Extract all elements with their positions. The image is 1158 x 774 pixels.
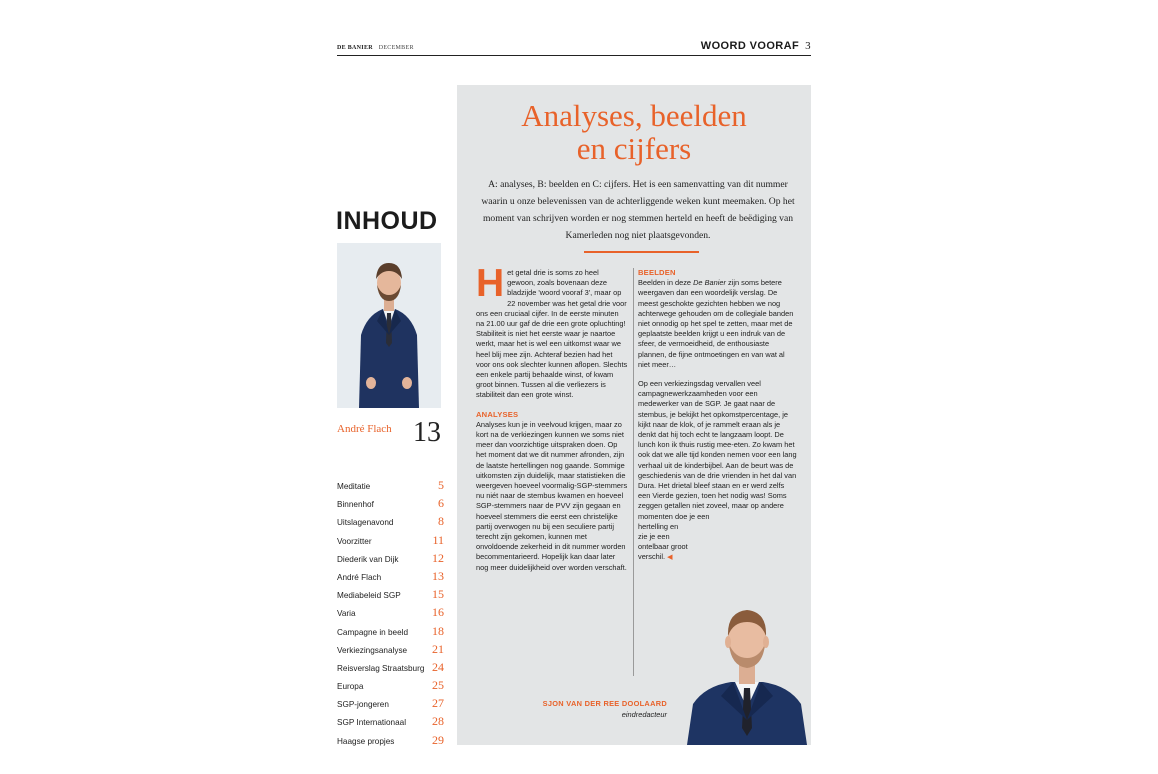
toc-label: Meditatie: [337, 482, 371, 491]
article-panel: [457, 85, 811, 745]
toc-item[interactable]: [337, 678, 445, 696]
toc-label: Campagne in beeld: [337, 627, 409, 637]
toc-page: 25: [432, 678, 444, 693]
toc-page: 12: [432, 550, 444, 565]
paragraph: [476, 262, 628, 401]
drop-cap: H: [476, 262, 505, 305]
contents-heading: INHOUD: [336, 207, 438, 235]
paragraph-text: Beelden in deze: [638, 278, 694, 288]
toc-item[interactable]: [337, 605, 445, 623]
paragraph-text: verschil.: [638, 552, 666, 562]
article-column-right: [638, 268, 798, 564]
publication-info: [337, 45, 414, 51]
toc-page: 27: [432, 696, 444, 711]
paragraph-text: hertelling en: [638, 521, 679, 531]
toc-label: SGP-jongeren: [337, 700, 389, 710]
page-number: 3: [805, 40, 811, 52]
toc-item[interactable]: [337, 660, 445, 678]
toc-label: Verkiezingsanalyse: [337, 645, 408, 655]
author-role: eindredacteur: [621, 709, 667, 719]
toc-label: André Flach: [337, 572, 382, 582]
article-title-line2: en cijfers: [576, 131, 692, 166]
toc-item[interactable]: [337, 642, 445, 660]
toc-page: 28: [432, 714, 444, 729]
article-column-left: [476, 262, 628, 573]
toc-item[interactable]: [337, 569, 445, 587]
toc-label: Reisverslag Straatsburg: [337, 663, 425, 673]
paragraph-text: et getal drie is soms zo heel gewoon, zoals bovenaan deze bladzijde 'woord vooraf 3', maar op 22 november was het getal drie voor ons een cruciaal cijfer. In de eerste minuten na 21.00 uur gaf de drie een grote opluchting! Stabiliteit is niet het eerste waar je naartoe werkt, maar het is wel een uitkomst waar we heel blij mee zijn. Achteraf bezien had het voor ons ook slechter kunnen aflopen. Slechts een enkele partij behaalde winst, of kwam groot binnen. Tussen al die verliezers is stabiliteit dan een grote winst.: [476, 268, 628, 400]
featured-page: 13: [413, 417, 441, 448]
contents-list: [337, 478, 445, 751]
featured-name: André Flach: [337, 423, 392, 435]
magazine-name: De Banier: [693, 278, 726, 288]
article-title: [457, 99, 811, 165]
toc-page: 15: [432, 587, 444, 602]
toc-item[interactable]: [337, 587, 445, 605]
toc-label: Varia: [337, 609, 356, 619]
paragraph: [638, 379, 798, 564]
toc-item[interactable]: [337, 624, 445, 642]
subheading-analyses: ANALYSES: [476, 409, 519, 419]
toc-item[interactable]: [337, 496, 445, 514]
article-intro: A: analyses, B: beelden en C: cijfers. Het is een samenvatting van dit nummer waarin u onze belevenissen van de achterliggende weken kunt meemaken. Op het moment van schrijven worden er nog stemmen herteld en heeft de beëdiging van Kamerleden nog niet plaatsgevonden.: [481, 179, 795, 241]
toc-item[interactable]: [337, 696, 445, 714]
toc-page: 8: [438, 514, 444, 529]
man-portrait-icon: [337, 243, 441, 408]
paragraph: [638, 278, 798, 370]
toc-item[interactable]: [337, 514, 445, 532]
end-mark-icon: ◀: [667, 554, 673, 562]
author-name: SJON VAN DER REE DOOLAARD: [542, 699, 667, 708]
paragraph-text: zijn soms betere weergaven dan een woordelijk verslag. De meest geschokte gezichten hebben we nog achterwege gehouden om de collegiale banden niet onnodig op het spel te zetten, maar met de geplaatste beelden krijgt u een indruk van de sfeer, de vermoeidheid, de enthousiaste plannen, de fijne ontmoetingen en van wat al niet meer…: [638, 278, 794, 369]
toc-label: Diederik van Dijk: [337, 554, 399, 564]
publication-month: DECEMBER: [378, 45, 414, 51]
publication-name: DE BANIER: [337, 45, 373, 51]
title-divider: [584, 251, 699, 253]
toc-label: Mediabeleid SGP: [337, 591, 401, 601]
toc-page: 6: [438, 496, 444, 511]
section-heading: [701, 40, 811, 52]
toc-page: 29: [432, 732, 444, 747]
author-portrait-icon: [683, 596, 811, 745]
toc-label: Voorzitter: [337, 536, 372, 546]
toc-label: SGP Internationaal: [337, 718, 407, 728]
featured-photo: [337, 243, 441, 408]
author-photo: [683, 596, 811, 745]
running-header: [337, 42, 811, 56]
toc-label: Uitslagenavond: [337, 518, 394, 528]
toc-page: 18: [432, 623, 444, 638]
toc-label: Europa: [337, 682, 364, 692]
paragraph-text: Op een verkiezingsdag vervallen veel campagnewerkzaamheden voor een medewerker van de SGP. Je gaat naar de stembus, je bekijkt het opkomstpercentage, je kijkt naar de klok, of je rammelt eraan als je denkt dat hij toch echt te langzaam loopt. De lunch kon ik thuis rustig mee-eten. Zo kwam het ook dat we alle tijd konden nemen voor een lang verhaal uit de kinderbijbel. Aan de beurt was de geschiedenis van de drie vrienden in het dal van Dura. Het drietal bleef staan en er werd zelfs een Vierde gezien, toen het nodig was! Soms zeggen getallen niet zoveel, maar op andere momenten doe je een: [638, 379, 797, 521]
toc-item[interactable]: [337, 533, 445, 551]
toc-item[interactable]: [337, 714, 445, 732]
toc-item[interactable]: [337, 478, 445, 496]
toc-page: 24: [432, 659, 444, 674]
author-signature: [517, 699, 667, 720]
subheading-beelden: BEELDEN: [638, 268, 676, 277]
toc-label: Haagse propjes: [337, 736, 395, 746]
section-title: WOORD VOORAF: [700, 40, 800, 52]
toc-page: 13: [432, 568, 444, 583]
toc-item[interactable]: [337, 733, 445, 751]
toc-page: 5: [438, 478, 444, 492]
column-divider: [633, 268, 634, 676]
toc-page: 16: [432, 605, 444, 620]
toc-page: 11: [432, 532, 444, 547]
article-title-line1: Analyses, beelden: [521, 98, 747, 133]
toc-label: Binnenhof: [337, 500, 374, 510]
paragraph-text: ontelbaar groot: [638, 542, 688, 552]
paragraph: Analyses kun je in veelvoud krijgen, maar zo kort na de verkiezingen kunnen we soms niet meer dan voorzichtige uitspraken doen. Op het moment dat we dit nummer afronden, zijn de laatste hertellingen nog gaande. Sommige uitkomsten zijn duidelijk, maar statistieken die weergeven hoeveel voormalig-SGP-stemmers nu niét naar de stembus kwamen en hoeveel SGP-stemmers naar de PVV zijn gegaan en hoeveel stemmers die eerst een christelijke partij overwogen nu bij een seculiere partij terecht zijn gekomen, kunnen met onvoldoende zekerheid in dit nummer worden becommentarieerd. Hopelijk kan daar later nog meer duidelijkheid over worden verschaft.: [476, 419, 628, 572]
toc-item[interactable]: [337, 551, 445, 569]
toc-page: 21: [432, 641, 444, 656]
paragraph-text: zie je een: [638, 532, 670, 542]
featured-caption: [337, 417, 441, 448]
